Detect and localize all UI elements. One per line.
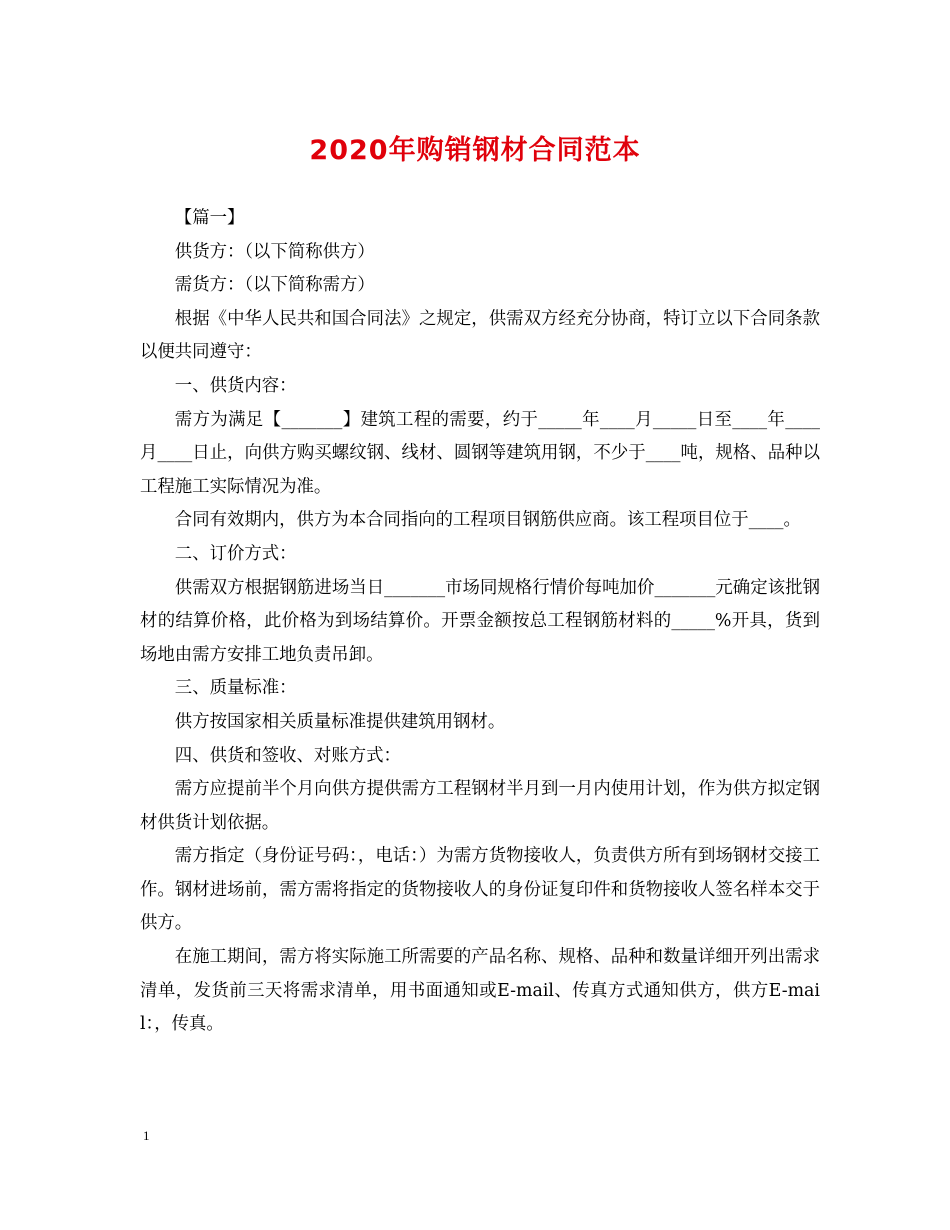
paragraph-buyer: 需货方：（以下简称需方） bbox=[174, 275, 375, 296]
paragraph-section-label: 【篇一】 bbox=[174, 208, 245, 228]
paragraph-construction-period: 在施工期间，需方将实际施工所需要的产品名称、规格、品种和数量详细开列出需求清单，发货前三天将需求清单，用书面通知或E-mail、传真方式通知供方，供方E-mail：，传真。 bbox=[140, 947, 820, 1035]
page-title: 2020年购销钢材合同范本 bbox=[309, 135, 641, 166]
paragraph-pricing: 供需双方根据钢筋进场当日_______市场同规格行情价每吨加价_______元确定该批钢材的结算价格，此价格为到场结算价。开票金额按总工程钢筋材料的_____%开具，货到场地由需方安排工地负责吊卸。 bbox=[140, 577, 820, 665]
paragraph-quality: 供方按国家相关质量标准提供建筑用钢材。 bbox=[174, 711, 506, 732]
paragraph-receiver: 需方指定（身份证号码：，电话：）为需方货物接收人，负责供方所有到场钢材交接工作。钢材进场前，需方需将指定的货物接收人的身份证复印件和货物接收人签名样本交于供方。 bbox=[140, 846, 820, 934]
heading-supply-content: 一、供货内容： bbox=[174, 375, 297, 396]
heading-delivery: 四、供货和签收、对账方式： bbox=[174, 745, 401, 766]
paragraph-supply-details: 需方为满足【_______】建筑工程的需要，约于_____年____月_____日至____年____月____日止，向供方购买螺纹钢、线材、圆钢等建筑用钢，不少于____吨，规格、品种以工程施工实际情况为准。 bbox=[140, 409, 820, 497]
paragraph-supplier: 供货方：（以下简称供方） bbox=[174, 241, 375, 262]
heading-pricing: 二、订价方式： bbox=[174, 543, 297, 564]
heading-quality: 三、质量标准： bbox=[174, 678, 297, 699]
paragraph-preamble: 根据《中华人民共和国合同法》之规定，供需双方经充分协商，特订立以下合同条款以便共同遵守： bbox=[140, 308, 820, 363]
contract-body bbox=[140, 202, 820, 1042]
paragraph-delivery-plan: 需方应提前半个月向供方提供需方工程钢材半月到一月内使用计划，作为供方拟定钢材供货计划依据。 bbox=[140, 779, 820, 833]
paragraph-validity: 合同有效期内，供方为本合同指向的工程项目钢筋供应商。该工程项目位于____。 bbox=[174, 510, 801, 531]
page-number: 1 bbox=[143, 1128, 150, 1143]
